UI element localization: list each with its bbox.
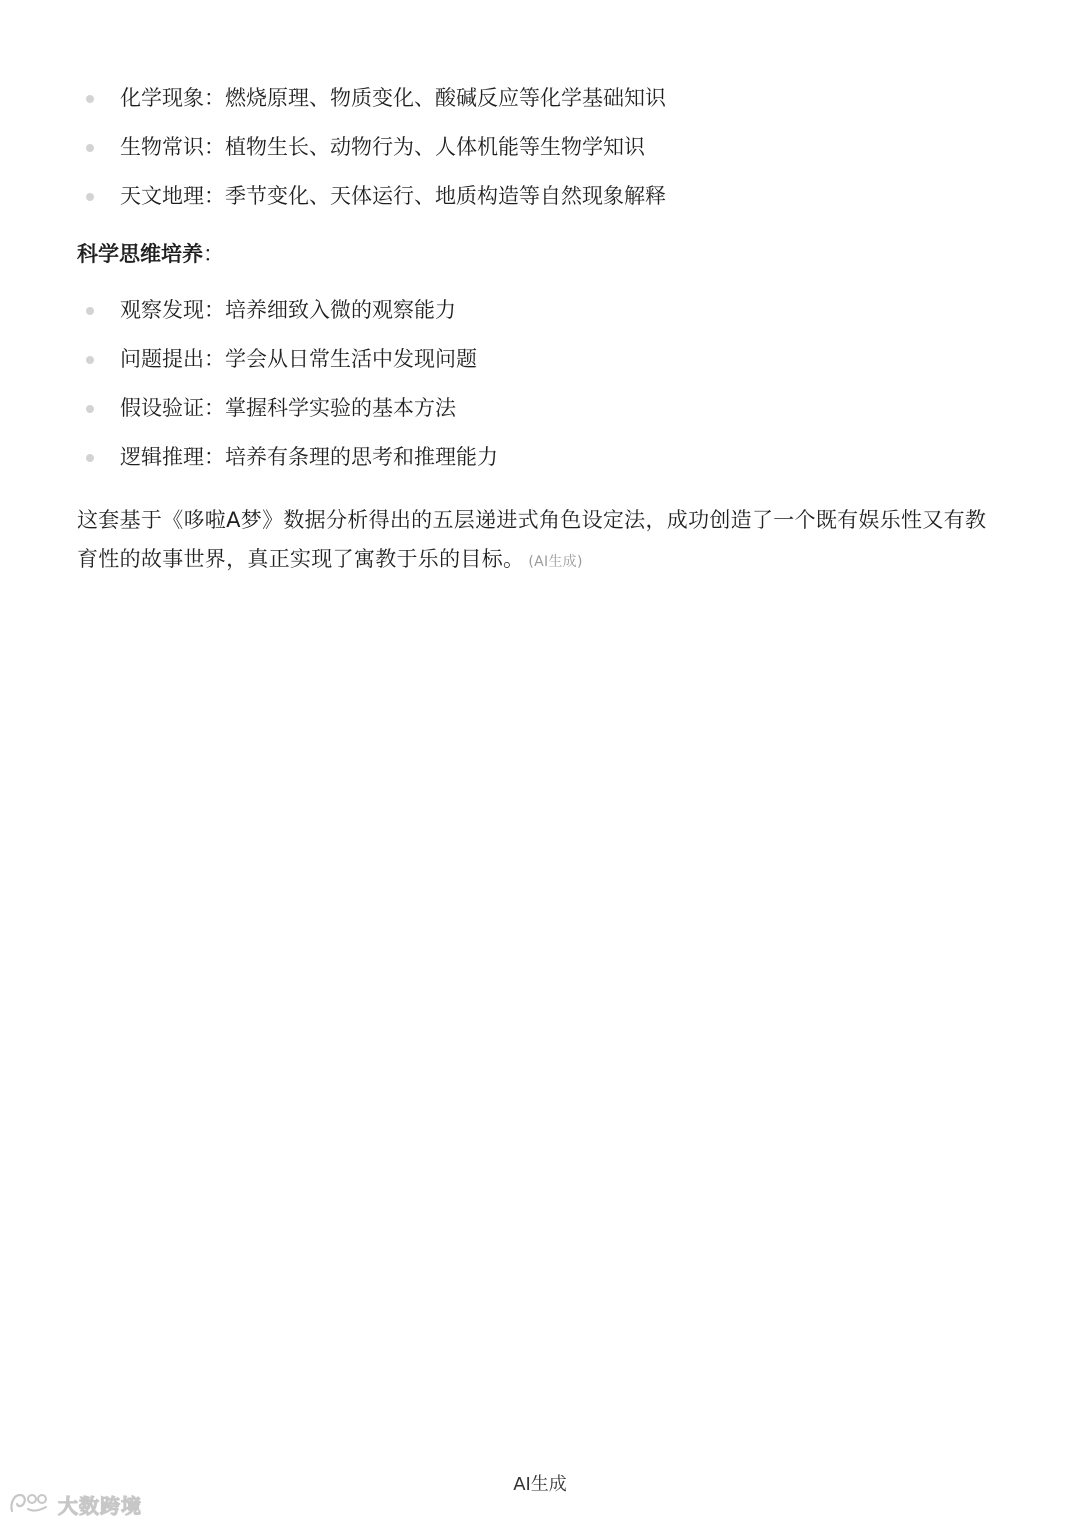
section-heading-colon: ： — [203, 242, 224, 266]
scientific-thinking-list — [77, 286, 1007, 482]
list-item-text: 问题提出：学会从日常生活中发现问题 — [120, 347, 477, 371]
section-heading-text: 科学思维培养 — [77, 242, 203, 266]
list-item — [77, 433, 1007, 482]
bullet-dot — [86, 307, 94, 315]
bullet-dot — [86, 454, 94, 462]
list-item — [77, 123, 1007, 172]
list-item-text: 化学现象：燃烧原理、物质变化、酸碱反应等化学基础知识 — [120, 86, 666, 110]
conclusion-text: 这套基于《哆啦A梦》数据分析得出的五层递进式角色设定法，成功创造了一个既有娱乐性又有教育性的故事世界，真正实现了寓教于乐的目标。 — [77, 508, 987, 571]
article-body — [77, 74, 1007, 603]
watermark-logo-icon — [8, 1491, 52, 1519]
ai-generated-tag: (AI生成) — [528, 554, 583, 570]
list-item — [77, 74, 1007, 123]
watermark-text: 大数跨境 — [58, 1494, 142, 1518]
list-item-text: 观察发现：培养细致入微的观察能力 — [120, 298, 456, 322]
bullet-dot — [86, 144, 94, 152]
conclusion-paragraph — [77, 501, 1007, 582]
list-item — [77, 335, 1007, 384]
ai-generated-footer: AI生成 — [513, 1474, 567, 1495]
section-heading-scientific-thinking — [77, 238, 1007, 270]
science-knowledge-list — [77, 74, 1007, 221]
bullet-dot — [86, 95, 94, 103]
list-item-text: 生物常识：植物生长、动物行为、人体机能等生物学知识 — [120, 135, 645, 159]
list-item — [77, 172, 1007, 221]
list-item-text: 假设验证：掌握科学实验的基本方法 — [120, 396, 456, 420]
list-item-text: 逻辑推理：培养有条理的思考和推理能力 — [120, 445, 498, 469]
bullet-dot — [86, 356, 94, 364]
list-item — [77, 286, 1007, 335]
list-item-text: 天文地理：季节变化、天体运行、地质构造等自然现象解释 — [120, 184, 666, 208]
bullet-dot — [86, 405, 94, 413]
bullet-dot — [86, 193, 94, 201]
watermark — [8, 1490, 142, 1519]
list-item — [77, 384, 1007, 433]
